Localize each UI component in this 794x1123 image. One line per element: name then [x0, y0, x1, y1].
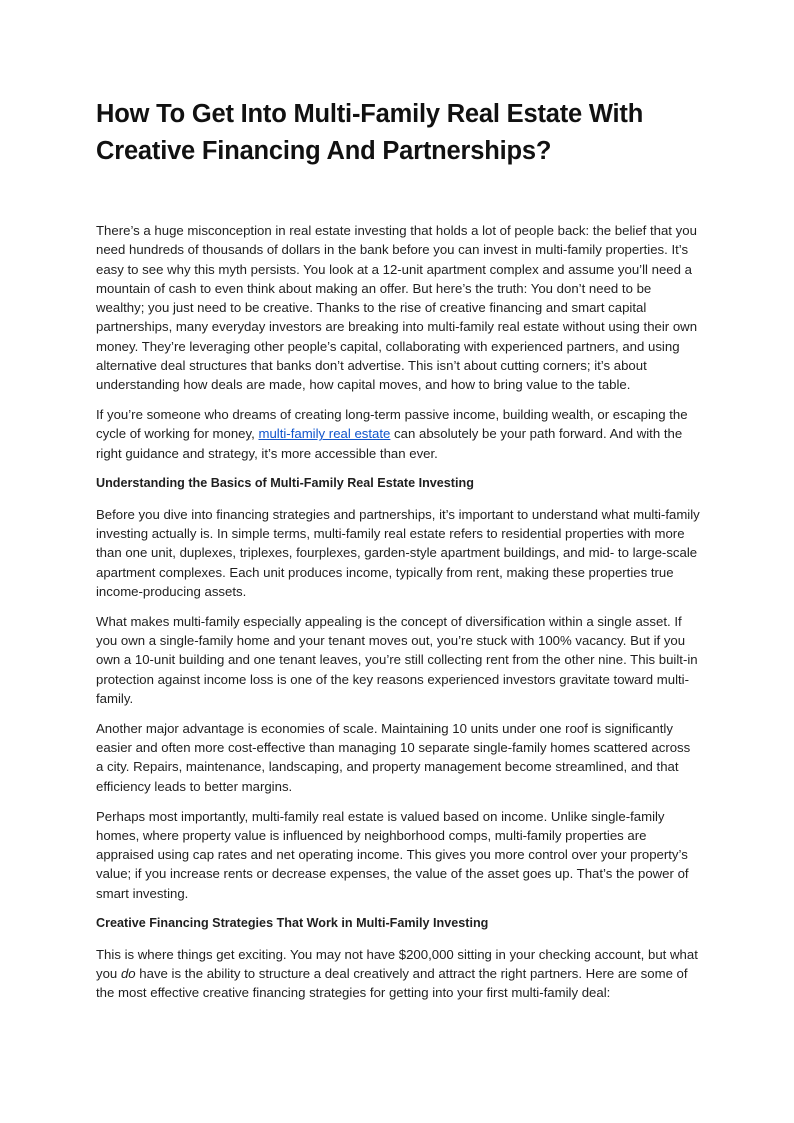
basics-paragraph-3: Another major advantage is economies of scale. Maintaining 10 units under one roof is significantly easier and often more cost-effective than managing 10 separate single-family homes scattered across a city. Repairs, maintenance, landscaping, and property management become streamlined, and that efficiency leads to better margins.	[96, 720, 691, 794]
multi-family-real-estate-link[interactable]: multi-family real estate	[258, 426, 391, 442]
creative-paragraph-1-text-after: have is the ability to structure a deal creatively and attract the right partners. Here are some of the most effective creative financing strategies for getting into your first multi-family deal:	[96, 966, 688, 1001]
creative-paragraph-1	[96, 945, 700, 1003]
intro-paragraph-2-text-after: can absolutely be your path forward. And with the right guidance and strategy, it’s more accessible than ever.	[96, 426, 683, 461]
section-heading-creative-financing: Creative Financing Strategies That Work in Multi-Family Investing	[96, 915, 489, 930]
title-spacer	[96, 170, 700, 221]
document-page	[96, 96, 700, 1013]
section-heading-basics: Understanding the Basics of Multi-Family Real Estate Investing	[96, 475, 474, 490]
creative-paragraph-1-emphasis: do	[120, 966, 136, 982]
basics-paragraph-4: Perhaps most importantly, multi-family real estate is valued based on income. Unlike single-family homes, where property value is influenced by neighborhood comps, multi-family properties are appraised using cap rates and net operating income. This gives you more control over your property’s value; if you increase rents or decrease expenses, the value of the asset goes up. That’s the power of smart investing.	[96, 808, 689, 901]
creative-paragraph-1-text-before: This is where things get exciting. You may not have $200,000 sitting in your checking account, but what you	[96, 946, 698, 982]
basics-paragraph-2: What makes multi-family especially appealing is the concept of diversification within a single asset. If you own a single-family home and your tenant moves out, you’re stuck with 100% vacancy. But if you own a 10-unit building and one tenant leaves, you’re still collecting rent from the other nine. This built-in protection against income loss is one of the key reasons experienced investors gravitate toward multi-family.	[96, 613, 698, 707]
intro-paragraph-1: There’s a huge misconception in real estate investing that holds a lot of people back: the belief that you need hundreds of thousands of dollars in the bank before you can invest in multi-family properties. It’s easy to see why this myth persists. You look at a 12-unit apartment complex and assume you’ll need a mountain of cash to even think about making an offer. But here’s the truth: You don’t need to be wealthy; you just need to be creative. Thanks to the rise of creative financing and smart capital partnerships, many everyday investors are breaking into multi-family real estate without using their own money. They’re leveraging other people’s capital, collaborating with experienced partners, and using alternative deal structures that banks don’t advertise. This isn’t about cutting corners; it’s about understanding how deals are made, how capital moves, and how to bring value to the table.	[96, 223, 698, 393]
page-title: How To Get Into Multi-Family Real Estate With Creative Financing And Partnerships?	[96, 100, 644, 165]
basics-paragraph-1: Before you dive into financing strategies and partnerships, it’s important to understand what multi-family investing actually is. In simple terms, multi-family real estate refers to residential properties with more than one unit, duplexes, triplexes, fourplexes, garden-style apartment buildings, and mid- to large-scale apartment complexes. Each unit produces income, typically from rent, making these properties true income-producing assets.	[96, 506, 700, 600]
intro-paragraph-2	[96, 405, 700, 463]
intro-paragraph-2-text-before: If you’re someone who dreams of creating long-term passive income, building wealth, or escaping the cycle of working for money,	[96, 407, 688, 442]
